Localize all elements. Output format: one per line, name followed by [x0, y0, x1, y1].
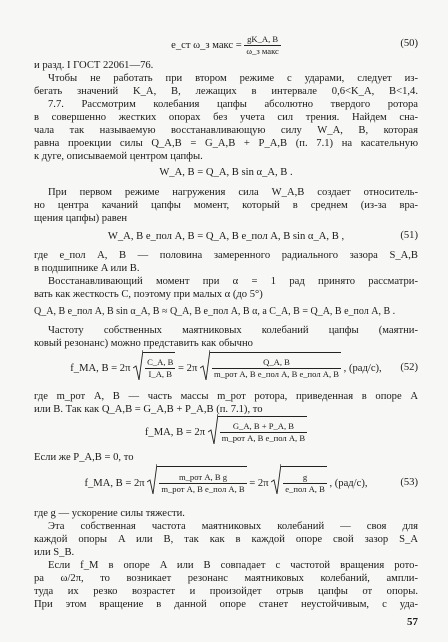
eqfma-numerator: G_A, B + P_A, B — [220, 421, 307, 433]
equation-53 — [34, 466, 418, 500]
equation-stiffness: Q_A, B e_пол A, B sin α_A, B ≈ Q_A, B e_пол A, B α, а C_A, B = Q_A, B e_пол A, B . — [34, 306, 396, 317]
sqrt-sign — [133, 352, 175, 385]
page-number: 57 — [407, 616, 418, 628]
text-line: или S_B. — [34, 547, 75, 558]
equation-number-52: (52) — [400, 362, 418, 373]
eqfma-denominator: m_рот A, B e_пол A, B — [221, 433, 306, 444]
text-line: туда их резко возрастет и произойдет отрыв цапфы от опоры. — [34, 586, 418, 597]
equation-51: W_A, B e_пол A, B = Q_A, B e_пол A, B sin α_A, B , — [107, 231, 345, 242]
text-line: ра ω/2π, то возникает резонанс маятниковых колебаний, ампли- — [34, 573, 418, 584]
equation-number-50: (50) — [400, 38, 418, 49]
sqrt-sign — [147, 466, 246, 501]
equation-w: W_A, B = Q_A, B sin α_A, B . — [159, 167, 293, 178]
text-line: бегать значений K_A, B, лежащих в интервале 0,6<K_A, B<1,4. — [34, 86, 418, 97]
eq52-numerator-1: C_A, B — [147, 357, 174, 368]
eq50-numerator: gK_A, B — [244, 34, 280, 46]
text-line: где m_рот A, B — часть массы m_рот ротора, приведенная в опоре A — [34, 391, 418, 402]
text-line: и разд. I ГОСТ 22061—76. — [34, 60, 154, 71]
eq50-denominator: ω_з макс — [246, 46, 279, 56]
text-line: к дуге, описываемой центром цапфы. — [34, 151, 203, 162]
text-line: или B. Так как Q_A,B = G_A,B + P_A,B (п. 7.1), то — [34, 404, 263, 415]
sqrt-sign — [271, 466, 327, 501]
equation-50 — [34, 34, 418, 57]
eq52-denominator-1: I_A, B — [148, 369, 172, 380]
eq53-lhs: f_MA, B = 2π — [84, 477, 145, 489]
text-line: где e_пол A, B — половина замеренного радиального зазора S_A,B — [34, 250, 418, 261]
eq53-unit: , (рад/с), — [329, 477, 368, 489]
text-line: вать как жесткость C, поэтому при малых α (до 5°) — [34, 289, 263, 300]
text-line: При этом вращение в данной опоре станет неустойчивым, с уда- — [34, 599, 418, 610]
text-line: чала так называемую восстанавливающую силу W_A, B, которая — [34, 125, 418, 136]
text-line: Чтобы не работать при втором режиме с ударами, следует из- — [48, 73, 418, 84]
text-line: в подшипнике A или B. — [34, 263, 140, 274]
equation-number-51: (51) — [400, 230, 418, 241]
eq53-numerator-1: m_рот A, B g — [159, 472, 246, 484]
text-line: в совершенно жестких опорах без учета сил трения. Найдем сна- — [34, 112, 418, 123]
eq52-mid: = 2π — [178, 362, 198, 374]
eq53-mid: = 2π — [249, 477, 269, 489]
eq52-lhs: f_MA, B = 2π — [70, 362, 131, 374]
text-line: равна проекции силы Q_A,B = G_A,B + P_A,B (п. 7.1) на касательную — [34, 138, 418, 149]
sqrt-sign — [200, 352, 341, 385]
text-line: 7.7. Рассмотрим колебания цапфы абсолютно твердого ротора — [48, 99, 418, 110]
eq53-numerator-2: g — [283, 472, 327, 484]
text-line: щения цапфы) равен — [34, 213, 128, 224]
eq53-denominator-1: m_рот A, B e_пол A, B — [161, 484, 245, 495]
sqrt-sign — [208, 416, 307, 449]
equation-fma — [34, 416, 418, 448]
eq52-denominator-2: m_рот A, B e_пол A, B e_пол A, B — [213, 369, 340, 380]
eq53-denominator-2: e_пол A, B — [285, 484, 325, 495]
text-line: Восстанавливающий момент при α = 1 рад принято рассматри- — [48, 276, 418, 287]
text-line: где g — ускорение силы тяжести. — [34, 508, 185, 519]
eq50-fraction — [244, 34, 280, 57]
eq52-numerator-2: Q_A, B — [212, 357, 341, 369]
text-line: Если же P_A,B = 0, то — [34, 452, 134, 463]
eq50-lhs: e_ст ω_з макс = — [171, 39, 242, 51]
text-line: Частоту собственных маятниковых колебаний цапфы (маятни- — [48, 325, 418, 336]
text-line: Если f_M в опоре A или B совпадает с частотой вращения рото- — [48, 560, 418, 571]
eq52-unit: , (рад/с), — [343, 362, 382, 374]
text-line: каждой опоры A или B, так как в каждой опоре свой зазор S_A — [34, 534, 418, 545]
text-line: ковый резонанс) можно представить как обычно — [34, 338, 253, 349]
equation-52 — [34, 352, 418, 384]
text-line: Эта собственная частота маятниковых колебаний — своя для — [48, 521, 418, 532]
equation-number-53: (53) — [400, 477, 418, 488]
text-line: но центра качаний цапфы момент, который в среднем (из-за вра- — [34, 200, 418, 211]
text-line: При первом режиме нагружения сила W_A,B создает относитель- — [48, 187, 418, 198]
eqfma-lhs: f_MA, B = 2π — [144, 426, 206, 438]
